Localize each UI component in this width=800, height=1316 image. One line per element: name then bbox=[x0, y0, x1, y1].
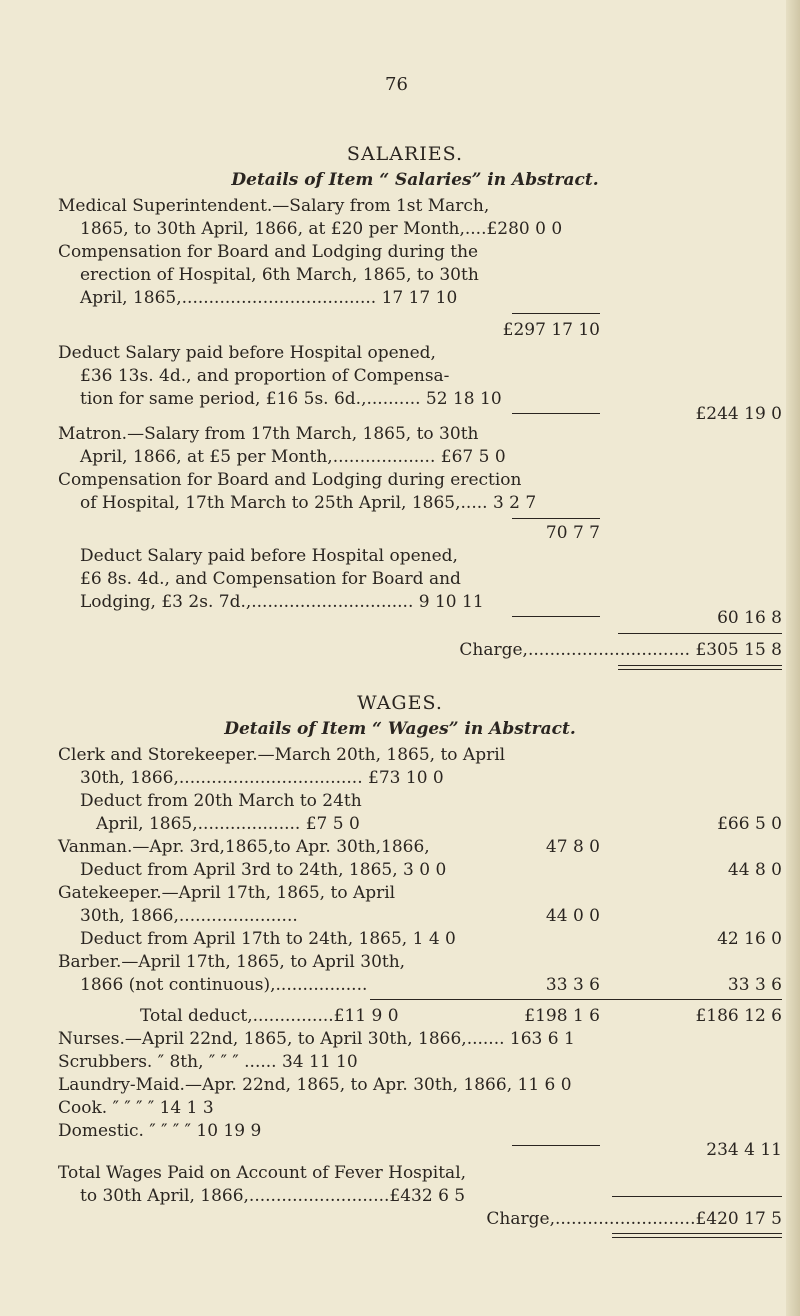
wages-line: 30th, 1866,.................................. £73 10 0 bbox=[80, 768, 444, 788]
wages-line: Clerk and Storekeeper.—March 20th, 1865, to April bbox=[58, 745, 506, 765]
wages-amount: 47 8 0 bbox=[545, 837, 600, 857]
wages-line: Total Wages Paid on Account of Fever Hospital, bbox=[58, 1163, 467, 1183]
wages-net: 33 3 6 bbox=[727, 975, 782, 995]
wages-amount: 33 3 6 bbox=[545, 975, 600, 995]
salaries-subtotal: 70 7 7 bbox=[545, 523, 600, 543]
wages-line: Deduct from April 17th to 24th, 1865, 1 4 0 bbox=[80, 929, 456, 949]
wages-amount: 44 0 0 bbox=[545, 906, 600, 926]
wages-line: Laundry-Maid.—Apr. 22nd, 1865, to Apr. 30th, 1866, 11 6 0 bbox=[58, 1075, 572, 1095]
wages-line: Scrubbers. ″ 8th, ″ ″ ″ ...... 34 11 10 bbox=[58, 1052, 358, 1072]
rule bbox=[618, 633, 782, 634]
page-edge bbox=[786, 0, 800, 1316]
salaries-line: of Hospital, 17th March to 25th April, 1865,..... 3 2 7 bbox=[80, 493, 537, 513]
wages-charge: Charge,..........................£420 17 5 bbox=[486, 1209, 782, 1229]
wages-line: Vanman.—Apr. 3rd,1865,to Apr. 30th,1866, bbox=[58, 837, 430, 857]
wages-line: to 30th April, 1866,..........................£432 6 5 bbox=[80, 1186, 466, 1206]
rule bbox=[512, 1145, 600, 1146]
salaries-line: Deduct Salary paid before Hospital opened, bbox=[80, 546, 458, 566]
salaries-heading: SALARIES. bbox=[346, 143, 464, 165]
wages-line: Deduct from 20th March to 24th bbox=[80, 791, 362, 811]
rule bbox=[512, 313, 600, 314]
salaries-line: Deduct Salary paid before Hospital opened, bbox=[58, 343, 436, 363]
salaries-line: Matron.—Salary from 17th March, 1865, to 30th bbox=[58, 424, 479, 444]
salaries-line: £6 8s. 4d., and Compensation for Board and bbox=[80, 569, 461, 589]
wages-line: Nurses.—April 22nd, 1865, to April 30th, 1866,....... 163 6 1 bbox=[58, 1029, 575, 1049]
salaries-line: erection of Hospital, 6th March, 1865, to 30th bbox=[80, 265, 479, 285]
rule bbox=[512, 616, 600, 617]
salaries-net: 60 16 8 bbox=[717, 608, 782, 628]
wages-line: 30th, 1866,...................... bbox=[80, 906, 298, 926]
wages-line: Gatekeeper.—April 17th, 1865, to April bbox=[58, 883, 396, 903]
wages-line: Domestic. ″ ″ ″ ″ 10 19 9 bbox=[58, 1121, 262, 1141]
salaries-line: April, 1866, at £5 per Month,................... £67 5 0 bbox=[80, 447, 506, 467]
rule bbox=[512, 518, 600, 519]
wages-net: 44 8 0 bbox=[727, 860, 782, 880]
salaries-line: Compensation for Board and Lodging during erection bbox=[58, 470, 522, 490]
wages-line: 1866 (not continuous),................. bbox=[80, 975, 368, 995]
rule bbox=[512, 413, 600, 414]
wages-subtitle: Details of Item “ Wages” in Abstract. bbox=[224, 719, 576, 739]
rule bbox=[612, 1196, 782, 1197]
rule bbox=[612, 1237, 782, 1238]
wages-net: 234 4 11 bbox=[706, 1140, 782, 1160]
salaries-line: £36 13s. 4d., and proportion of Compensa- bbox=[80, 366, 450, 386]
wages-line: April, 1865,................... £7 5 0 bbox=[96, 814, 360, 834]
wages-amount: £198 1 6 bbox=[524, 1006, 600, 1026]
page-number: 76 bbox=[385, 74, 408, 95]
salaries-subtitle: Details of Item “ Salaries” in Abstract. bbox=[231, 170, 599, 190]
salaries-line: April, 1865,.................................... 17 17 10 bbox=[80, 288, 458, 308]
salaries-line: Compensation for Board and Lodging during the bbox=[58, 242, 479, 262]
salaries-line: 1865, to 30th April, 1866, at £20 per Month,....£280 0 0 bbox=[80, 219, 563, 239]
salaries-net: £244 19 0 bbox=[695, 404, 782, 424]
rule bbox=[612, 1233, 782, 1234]
wages-heading: WAGES. bbox=[357, 692, 443, 714]
rule bbox=[618, 669, 782, 670]
wages-line: Deduct from April 3rd to 24th, 1865, 3 0 0 bbox=[80, 860, 447, 880]
salaries-line: tion for same period, £16 5s. 6d.,.......... 52 18 10 bbox=[80, 389, 502, 409]
wages-net: £186 12 6 bbox=[695, 1006, 782, 1026]
salaries-charge: Charge,.............................. £305 15 8 bbox=[459, 640, 782, 660]
wages-net: £66 5 0 bbox=[717, 814, 782, 834]
wages-line: Cook. ″ ″ ″ ″ 14 1 3 bbox=[58, 1098, 214, 1118]
wages-line: Barber.—April 17th, 1865, to April 30th, bbox=[58, 952, 406, 972]
salaries-subtotal: £297 17 10 bbox=[502, 320, 600, 340]
rule bbox=[370, 999, 782, 1000]
rule bbox=[618, 665, 782, 666]
salaries-line: Lodging, £3 2s. 7d.,.............................. 9 10 11 bbox=[80, 592, 484, 612]
salaries-line: Medical Superintendent.—Salary from 1st March, bbox=[58, 196, 490, 216]
wages-total-deduct: Total deduct,...............£11 9 0 bbox=[140, 1006, 399, 1026]
wages-net: 42 16 0 bbox=[717, 929, 782, 949]
